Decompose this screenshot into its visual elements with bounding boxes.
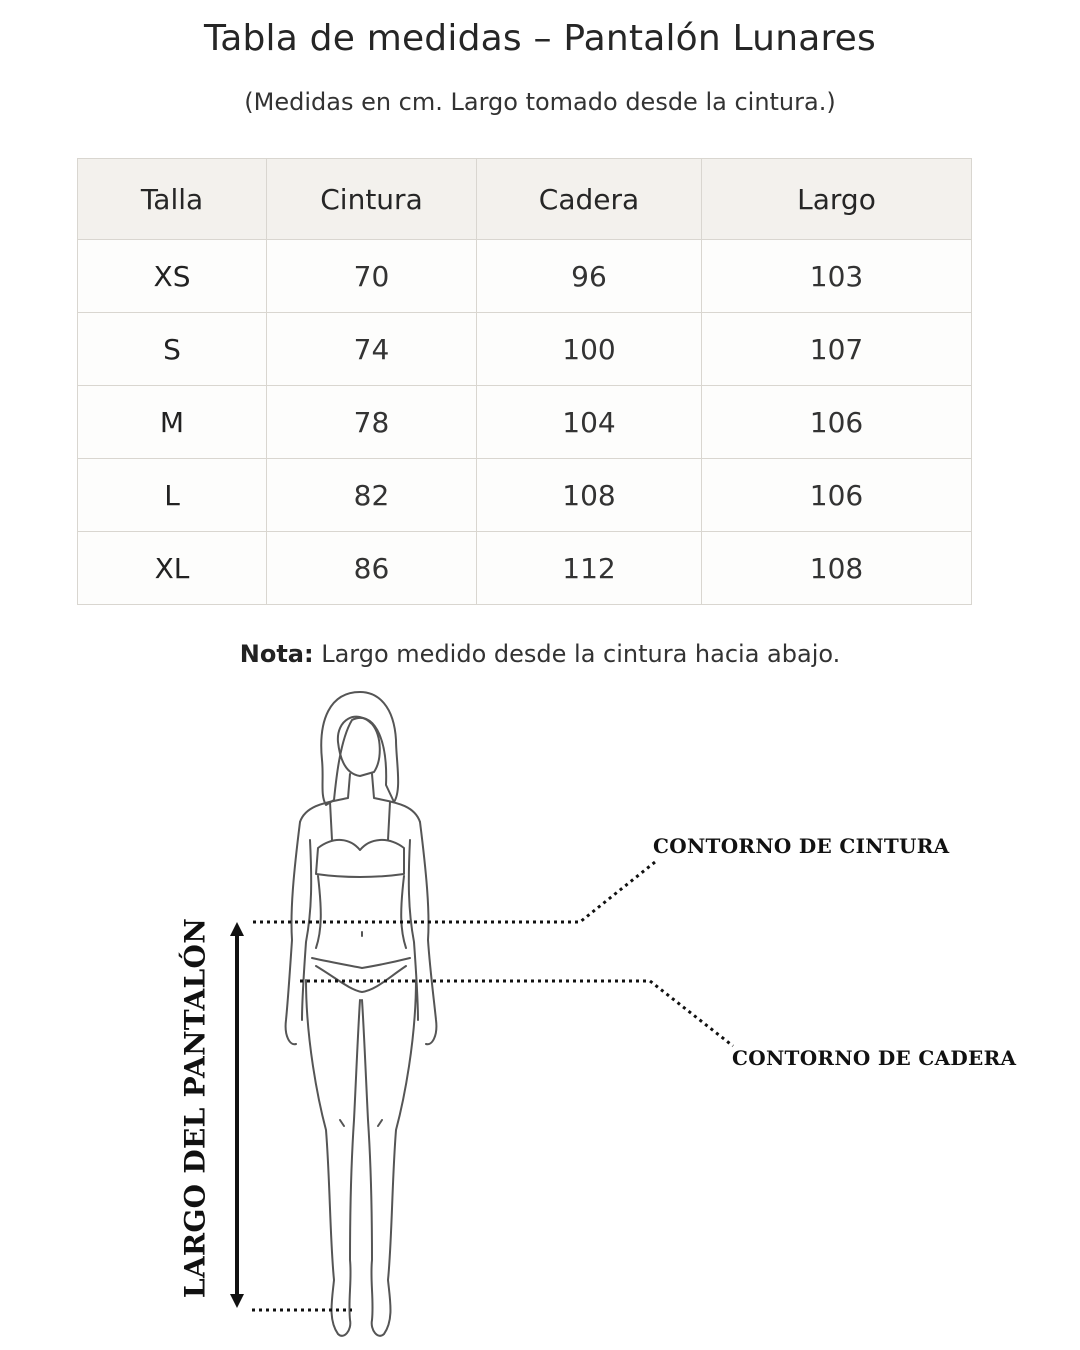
table-row xyxy=(78,459,972,532)
table-row xyxy=(78,532,972,605)
column-header-cadera: Cadera xyxy=(477,159,702,240)
cell-cadera: 104 xyxy=(477,386,702,459)
hip-label: CONTORNO DE CADERA xyxy=(732,1046,1017,1070)
body-outline-icon xyxy=(286,692,437,1336)
cell-largo: 106 xyxy=(702,386,972,459)
length-arrow-icon xyxy=(230,922,244,1308)
cell-cintura: 78 xyxy=(267,386,477,459)
table-header-row xyxy=(78,159,972,240)
table-row xyxy=(78,386,972,459)
cell-cadera: 112 xyxy=(477,532,702,605)
table-row xyxy=(78,240,972,313)
cell-cadera: 96 xyxy=(477,240,702,313)
waist-guide-line xyxy=(253,862,655,922)
length-label: LARGO DEL PANTALÓN xyxy=(178,917,212,1299)
cell-cintura: 74 xyxy=(267,313,477,386)
cell-talla: XS xyxy=(78,240,267,313)
note xyxy=(0,640,1080,668)
page-title: Tabla de medidas – Pantalón Lunares xyxy=(204,18,876,59)
page-subtitle: (Medidas en cm. Largo tomado desde la cintura.) xyxy=(244,88,836,116)
cell-cintura: 86 xyxy=(267,532,477,605)
cell-talla: M xyxy=(78,386,267,459)
size-table xyxy=(77,158,972,605)
cell-talla: S xyxy=(78,313,267,386)
cell-cintura: 82 xyxy=(267,459,477,532)
body-measurement-diagram xyxy=(0,680,1080,1350)
cell-talla: L xyxy=(78,459,267,532)
cell-largo: 108 xyxy=(702,532,972,605)
note-label: Nota: xyxy=(239,640,314,668)
note-text: Largo medido desde la cintura hacia abajo. xyxy=(313,640,841,668)
column-header-cintura: Cintura xyxy=(267,159,477,240)
cell-cintura: 70 xyxy=(267,240,477,313)
cell-talla: XL xyxy=(78,532,267,605)
column-header-talla: Talla xyxy=(78,159,267,240)
cell-largo: 103 xyxy=(702,240,972,313)
cell-largo: 107 xyxy=(702,313,972,386)
cell-cadera: 100 xyxy=(477,313,702,386)
cell-cadera: 108 xyxy=(477,459,702,532)
waist-label: CONTORNO DE CINTURA xyxy=(653,834,950,858)
column-header-largo: Largo xyxy=(702,159,972,240)
cell-largo: 106 xyxy=(702,459,972,532)
table-row xyxy=(78,313,972,386)
